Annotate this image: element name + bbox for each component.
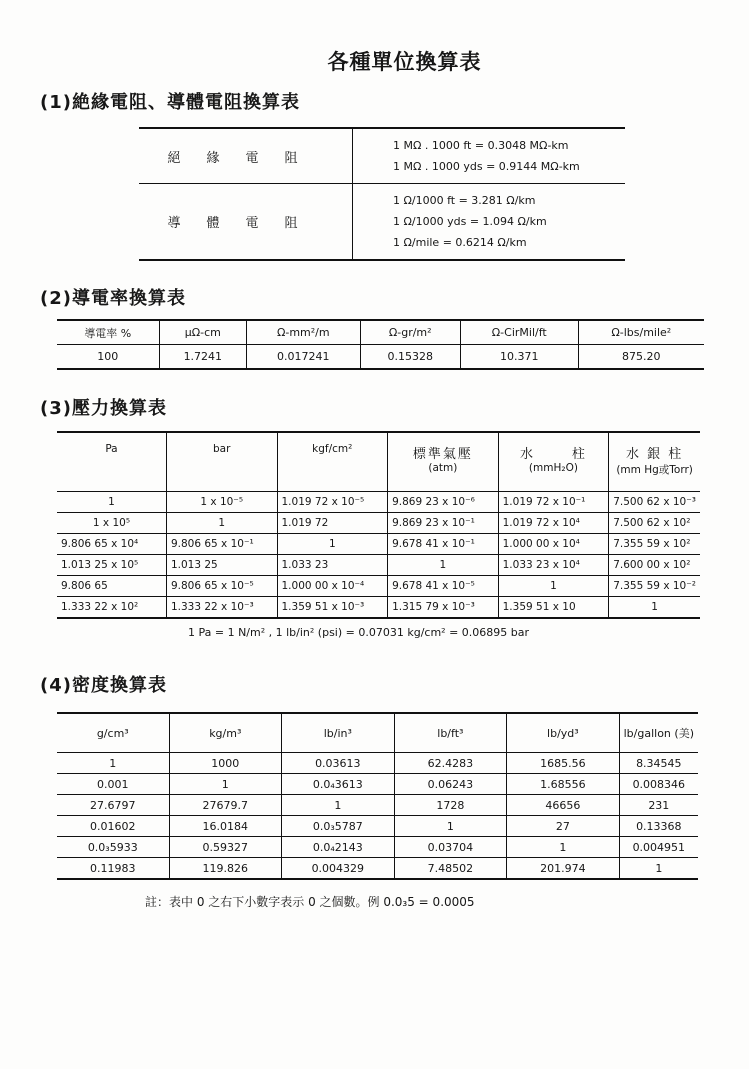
table-cell: 1.315 79 x 10⁻³ [388,597,499,619]
table-cell: 1.359 51 x 10⁻³ [277,597,388,619]
table-cell: 1 [507,837,620,858]
table-cell: 1.019 72 x 10⁻¹ [498,492,609,513]
table-cell: 1.033 23 [277,555,388,576]
resistance-conversion-table [139,127,625,261]
table-cell: 0.03613 [282,753,395,774]
table-cell: 1 [277,534,388,555]
conversion-line: 1 MΩ . 1000 ft = 0.3048 MΩ-km [393,139,569,152]
column-header: Ω-gr/m² [360,320,460,345]
table-cell: 1000 [169,753,282,774]
table-cell: 9.806 65 [57,576,166,597]
table-cell: 201.974 [507,858,620,880]
table-cell: 7.500 62 x 10² [609,513,700,534]
table-cell: 1 x 10⁵ [57,513,166,534]
header-row [57,320,704,345]
column-header: μΩ-cm [159,320,246,345]
table-row [57,513,700,534]
table-row [57,597,700,619]
pressure-footnote: 1 Pa = 1 N/m² , 1 lb/in² (psi) = 0.07031 kg/cm² = 0.06895 bar [188,626,530,639]
table-cell: 1 [57,753,169,774]
table-cell: 0.0₃5933 [57,837,169,858]
table-cell: 1 [394,816,507,837]
column-header: Ω-CirMil/ft [460,320,578,345]
table-cell: 231 [619,795,698,816]
page-title: 各種單位換算表 [327,50,482,74]
table-cell: 27 [507,816,620,837]
table-cell: 1 x 10⁻⁵ [166,492,277,513]
column-header: kg/m³ [169,713,282,753]
table-row [57,816,698,837]
table-cell: 0.001 [57,774,169,795]
conversion-line: 1 Ω/1000 ft = 3.281 Ω/km [393,194,536,207]
table-row [139,184,625,261]
table-cell: 1 [498,576,609,597]
table-cell: 27679.7 [169,795,282,816]
table-cell: 1.68556 [507,774,620,795]
table-cell: 7.48502 [394,858,507,880]
table-row [57,345,704,370]
conversion-line: 1 Ω/1000 yds = 1.094 Ω/km [393,215,547,228]
table-cell: 1 [166,513,277,534]
table-cell: 0.004951 [619,837,698,858]
table-cell: 1.333 22 x 10² [57,597,166,619]
table-cell: 27.6797 [57,795,169,816]
conversion-line: 1 Ω/mile = 0.6214 Ω/km [393,236,527,249]
table-cell: 0.01602 [57,816,169,837]
table-cell: 1.019 72 [277,513,388,534]
table-cell: 1 [169,774,282,795]
table-cell: 0.004329 [282,858,395,880]
table-row [57,795,698,816]
table-cell: 1.000 00 x 10⁻⁴ [277,576,388,597]
table-cell: 9.678 41 x 10⁻⁵ [388,576,499,597]
table-cell: 1.000 00 x 10⁴ [498,534,609,555]
column-header: 標準氣壓 (atm) [388,432,499,492]
table-cell: 10.371 [460,345,578,370]
table-row [57,837,698,858]
header-row [57,713,698,753]
table-cell: 16.0184 [169,816,282,837]
table-cell: 7.500 62 x 10⁻³ [609,492,700,513]
table-cell: 1.013 25 [166,555,277,576]
table-row [57,534,700,555]
table-row [57,753,698,774]
table-cell: 0.06243 [394,774,507,795]
column-header: lb/yd³ [507,713,620,753]
table-cell: 0.017241 [247,345,360,370]
column-header: g/cm³ [57,713,169,753]
table-cell: 1.019 72 x 10⁴ [498,513,609,534]
section-4-heading: (4)密度換算表 [40,675,167,696]
table-cell: 9.806 65 x 10⁻⁵ [166,576,277,597]
pressure-conversion-table [57,431,700,619]
table-row [57,858,698,880]
column-header: 導電率 % [57,320,159,345]
row-label: 絕緣電阻 [139,128,353,184]
table-cell: 1 [282,795,395,816]
table-cell: 9.806 65 x 10⁻¹ [166,534,277,555]
table-cell: 1 [619,858,698,880]
table-cell: 1 [609,597,700,619]
header-row [57,432,700,492]
table-cell: 9.678 41 x 10⁻¹ [388,534,499,555]
density-note: 註：表中 0 之右下小數字表示 0 之個數。例 0.0₃5 = 0.0005 [145,895,475,909]
table-cell: 1.359 51 x 10 [498,597,609,619]
table-cell: 1.013 25 x 10⁵ [57,555,166,576]
section-1-heading: (1)絶緣電阻、導體電阻換算表 [40,92,300,113]
table-cell: 7.355 59 x 10² [609,534,700,555]
column-header: kgf/cm² [277,432,388,492]
table-cell: 1 [57,492,166,513]
section-3-heading: (3)壓力換算表 [40,398,167,419]
table-cell: 0.03704 [394,837,507,858]
table-cell: 875.20 [578,345,704,370]
table-cell: 9.869 23 x 10⁻⁶ [388,492,499,513]
section-2-heading: (2)導電率換算表 [40,288,186,309]
table-cell: 0.13368 [619,816,698,837]
column-header: Ω-lbs/mile² [578,320,704,345]
table-cell: 7.355 59 x 10⁻² [609,576,700,597]
conductivity-conversion-table [57,319,704,370]
table-cell: 0.0₄2143 [282,837,395,858]
table-cell: 9.869 23 x 10⁻¹ [388,513,499,534]
column-header: lb/ft³ [394,713,507,753]
table-row [57,492,700,513]
table-cell: 1.033 23 x 10⁴ [498,555,609,576]
table-cell: 62.4283 [394,753,507,774]
row-label: 導體電阻 [139,184,353,261]
table-cell: 0.008346 [619,774,698,795]
column-header: lb/in³ [282,713,395,753]
table-cell: 9.806 65 x 10⁴ [57,534,166,555]
table-cell: 0.11983 [57,858,169,880]
column-header: Pa [57,432,166,492]
conversion-line: 1 MΩ . 1000 yds = 0.9144 MΩ-km [393,160,580,173]
column-header: 水 銀 柱 (mm Hg或Torr) [609,432,700,492]
table-cell: 1 [388,555,499,576]
table-cell: 0.0₃5787 [282,816,395,837]
column-header: lb/gallon (美) [619,713,698,753]
table-row [57,774,698,795]
table-cell: 7.600 00 x 10² [609,555,700,576]
table-cell: 1.019 72 x 10⁻⁵ [277,492,388,513]
density-conversion-table [57,712,698,880]
table-row [139,128,625,184]
table-cell: 1.333 22 x 10⁻³ [166,597,277,619]
column-header: 水 柱 (mmH₂O) [498,432,609,492]
table-cell: 0.59327 [169,837,282,858]
table-cell: 8.34545 [619,753,698,774]
column-header: bar [166,432,277,492]
table-cell: 1728 [394,795,507,816]
table-cell: 1.7241 [159,345,246,370]
column-header: Ω-mm²/m [247,320,360,345]
table-cell: 119.826 [169,858,282,880]
table-row [57,576,700,597]
table-row [57,555,700,576]
table-cell: 46656 [507,795,620,816]
table-cell: 100 [57,345,159,370]
table-cell: 0.15328 [360,345,460,370]
table-cell: 1685.56 [507,753,620,774]
table-cell: 0.0₄3613 [282,774,395,795]
